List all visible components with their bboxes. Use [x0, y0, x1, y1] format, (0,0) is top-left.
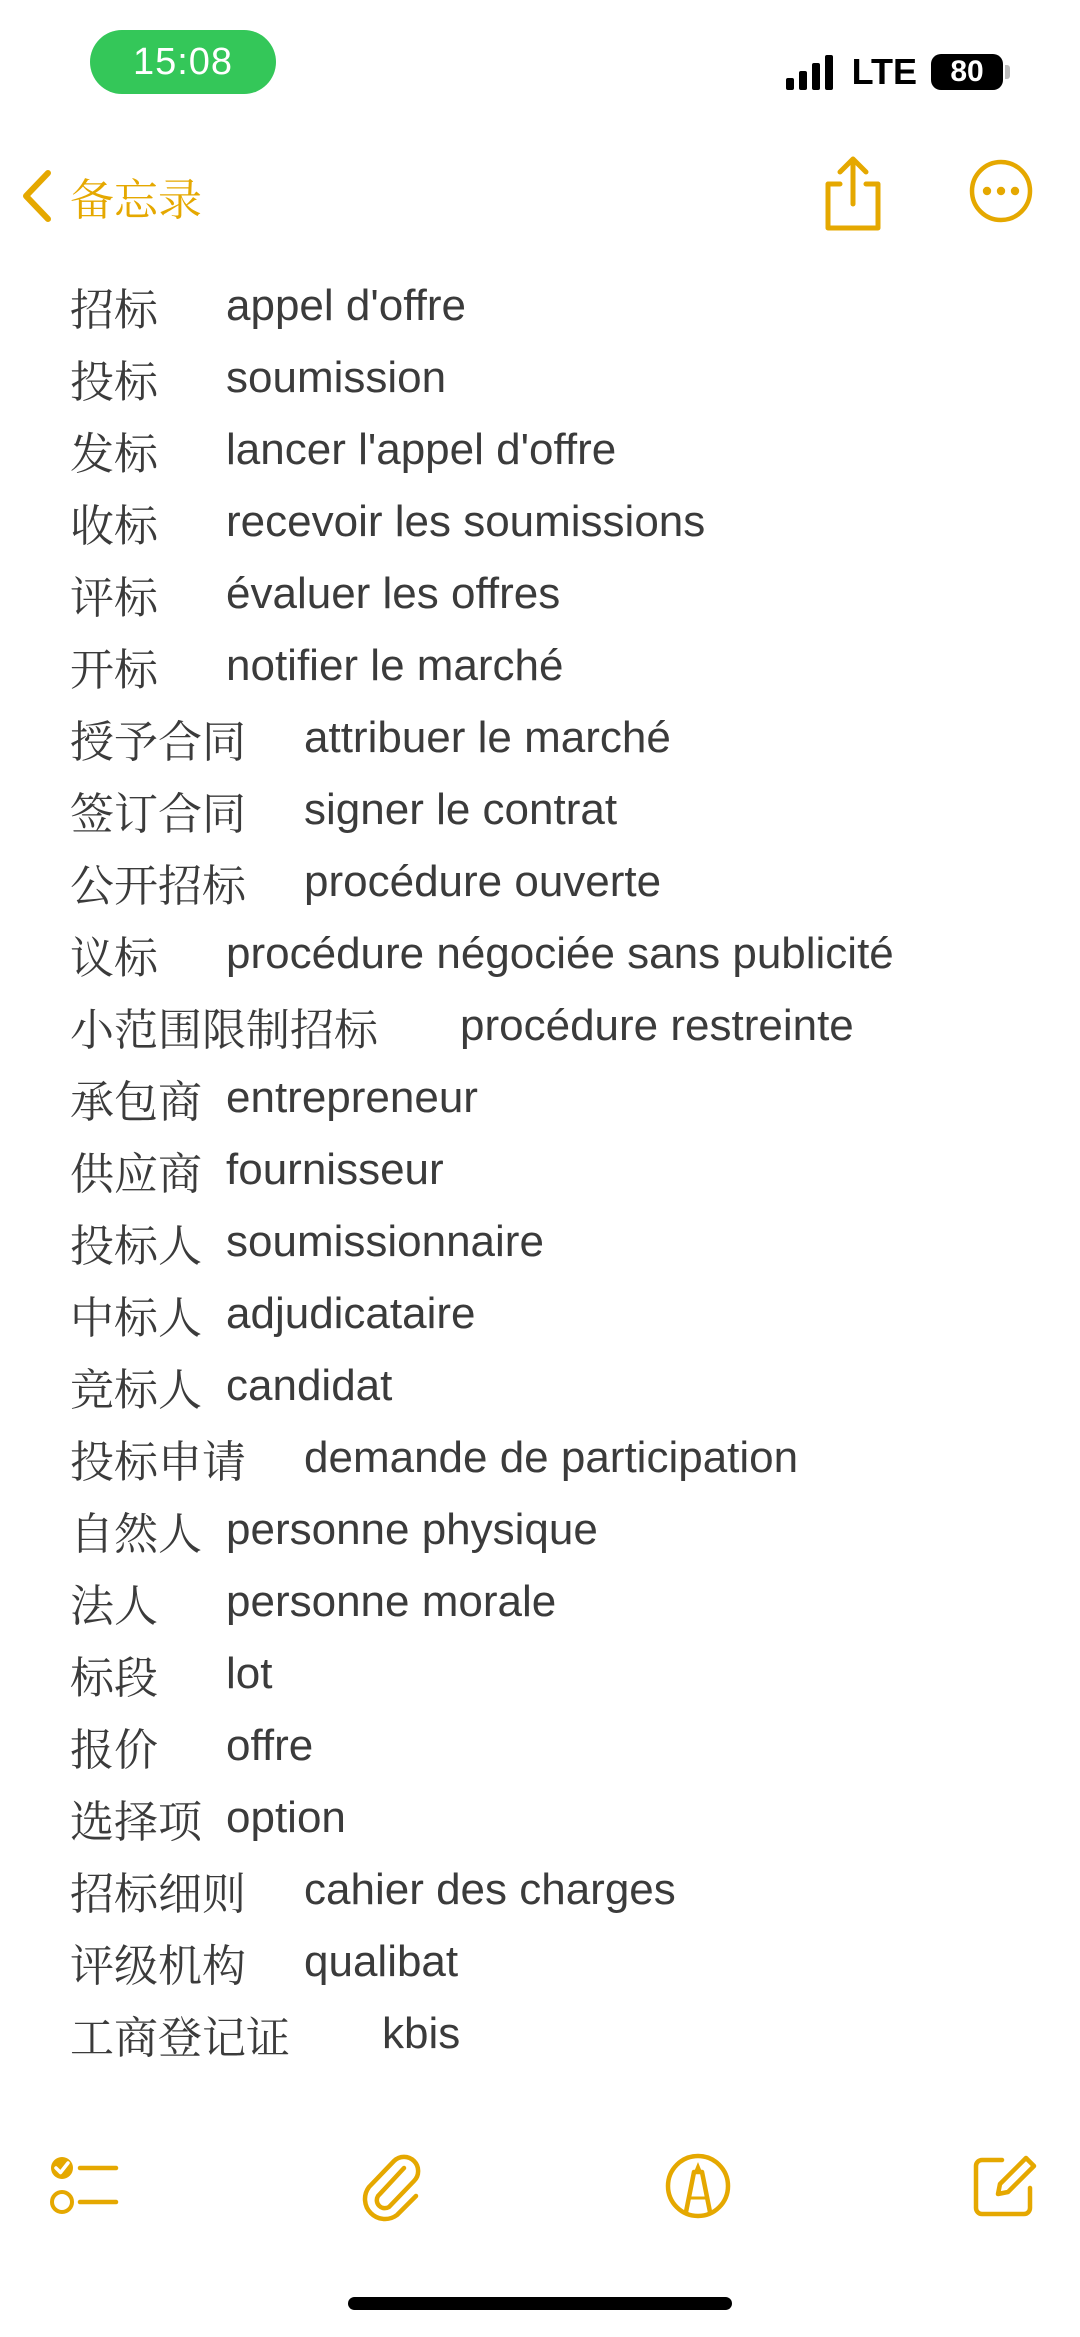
term-french: kbis [382, 2009, 461, 2058]
term-chinese: 报价 [70, 1725, 158, 1776]
term-row [70, 1998, 1030, 2070]
term-french: personne physique [226, 1505, 598, 1554]
term-french: lot [226, 1649, 273, 1698]
battery-tip [1005, 65, 1010, 79]
term-chinese: 投标人 [70, 1221, 202, 1272]
term-row [70, 774, 1030, 846]
term-row [70, 1566, 1030, 1638]
term-row [70, 270, 1030, 342]
term-row [70, 486, 1030, 558]
term-row [70, 1782, 1030, 1854]
markup-button[interactable] [662, 2150, 734, 2222]
term-chinese: 自然人 [70, 1509, 202, 1560]
term-row [70, 1206, 1030, 1278]
battery-level: 80 [931, 54, 1003, 90]
term-row [70, 702, 1030, 774]
term-chinese: 投标申请 [70, 1437, 246, 1488]
back-button[interactable] [22, 160, 202, 232]
term-chinese: 公开招标 [70, 861, 246, 912]
term-chinese: 收标 [70, 501, 158, 552]
compose-icon [968, 2150, 1040, 2222]
status-time: 15:08 [90, 30, 276, 94]
term-row [70, 1494, 1030, 1566]
term-french: candidat [226, 1361, 393, 1410]
share-button[interactable] [818, 154, 888, 234]
term-chinese: 竞标人 [70, 1365, 202, 1416]
note-content[interactable] [70, 270, 1030, 2070]
term-row [70, 630, 1030, 702]
term-chinese: 小范围限制招标 [70, 1005, 378, 1056]
term-french: notifier le marché [226, 641, 564, 690]
term-row [70, 1422, 1030, 1494]
term-french: offre [226, 1721, 314, 1770]
term-french: soumissionnaire [226, 1217, 544, 1266]
term-chinese: 招标细则 [70, 1869, 246, 1920]
checklist-button[interactable] [48, 2150, 120, 2222]
term-chinese: 发标 [70, 429, 158, 480]
term-row [70, 1134, 1030, 1206]
term-french: demande de participation [304, 1433, 799, 1482]
term-french: adjudicataire [226, 1289, 476, 1338]
term-chinese: 招标 [70, 285, 158, 336]
term-chinese: 中标人 [70, 1293, 202, 1344]
back-label: 备忘录 [70, 175, 202, 226]
navigation-bar [0, 140, 1080, 250]
chevron-left-icon [22, 169, 52, 223]
term-french: option [226, 1793, 346, 1842]
term-chinese: 标段 [70, 1653, 158, 1704]
term-row [70, 414, 1030, 486]
network-type-label: LTE [851, 51, 917, 92]
term-chinese: 供应商 [70, 1149, 202, 1200]
term-chinese: 授予合同 [70, 717, 246, 768]
term-french: qualibat [304, 1937, 459, 1986]
battery-icon [931, 54, 1010, 90]
term-french: signer le contrat [304, 785, 618, 834]
term-french: soumission [226, 353, 447, 402]
term-french: procédure négociée sans publicité [226, 929, 894, 978]
term-french: appel d'offre [226, 281, 467, 330]
term-french: procédure ouverte [304, 857, 662, 906]
term-french: fournisseur [226, 1145, 444, 1194]
term-chinese: 议标 [70, 933, 158, 984]
term-row [70, 1710, 1030, 1782]
term-row [70, 1854, 1030, 1926]
share-icon [818, 154, 888, 234]
term-chinese: 签订合同 [70, 789, 246, 840]
term-row [70, 846, 1030, 918]
status-bar [0, 0, 1080, 130]
compose-button[interactable] [968, 2150, 1040, 2222]
term-row [70, 1638, 1030, 1710]
bottom-toolbar [0, 2140, 1080, 2230]
attachment-button[interactable] [356, 2150, 428, 2222]
home-indicator[interactable] [348, 2297, 732, 2310]
paperclip-icon [356, 2150, 428, 2222]
term-french: cahier des charges [304, 1865, 676, 1914]
term-row [70, 1350, 1030, 1422]
term-row [70, 342, 1030, 414]
term-chinese: 法人 [70, 1581, 158, 1632]
term-chinese: 开标 [70, 645, 158, 696]
term-french: attribuer le marché [304, 713, 671, 762]
term-row [70, 1278, 1030, 1350]
term-chinese: 承包商 [70, 1077, 202, 1128]
term-french: recevoir les soumissions [226, 497, 706, 546]
term-chinese: 工商登记证 [70, 2013, 290, 2064]
term-chinese: 投标 [70, 357, 158, 408]
term-chinese: 评级机构 [70, 1941, 246, 1992]
term-row [70, 990, 1030, 1062]
term-row [70, 1062, 1030, 1134]
term-chinese: 选择项 [70, 1797, 202, 1848]
term-french: évaluer les offres [226, 569, 561, 618]
more-options-button[interactable] [968, 158, 1034, 224]
ellipsis-circle-icon [968, 158, 1034, 224]
checklist-icon [48, 2150, 120, 2222]
term-french: lancer l'appel d'offre [226, 425, 617, 474]
term-row [70, 918, 1030, 990]
cellular-signal-icon [786, 54, 838, 90]
markup-pen-icon [662, 2150, 734, 2222]
term-french: entrepreneur [226, 1073, 478, 1122]
status-indicators [786, 48, 1010, 96]
term-french: personne morale [226, 1577, 557, 1626]
term-row [70, 1926, 1030, 1998]
term-row [70, 558, 1030, 630]
term-chinese: 评标 [70, 573, 158, 624]
term-french: procédure restreinte [460, 1001, 854, 1050]
